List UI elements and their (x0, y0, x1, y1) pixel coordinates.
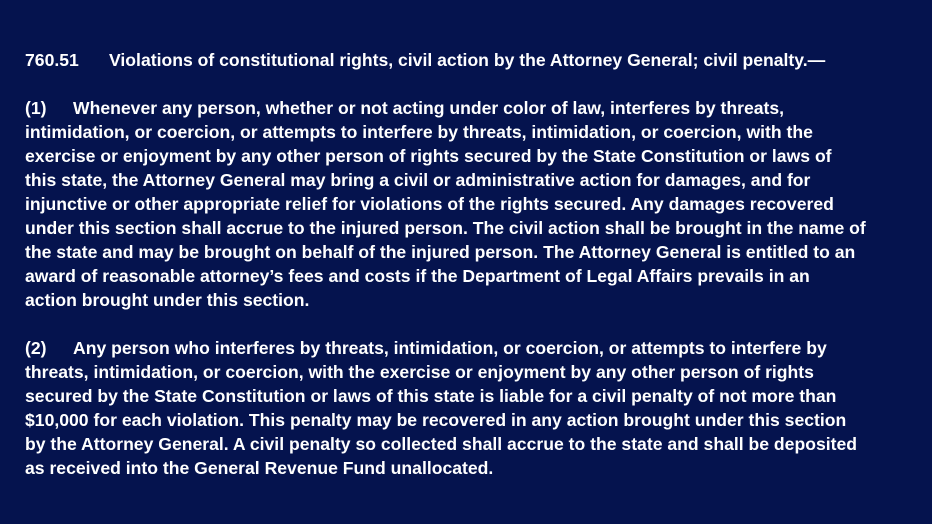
paragraph-spacer (25, 312, 920, 336)
paragraph-line: exercise or enjoyment by any other person of rights secured by the State Constitution or laws of (25, 146, 832, 166)
section-heading: Violations of constitutional rights, civil action by the Attorney General; civil penalty.— (109, 50, 826, 70)
paragraph-line: as received into the General Revenue Fund unallocated. (25, 458, 494, 478)
paragraph-spacer (25, 72, 920, 96)
paragraph-line: the state and may be brought on behalf of the injured person. The Attorney General is entitled to an (25, 242, 856, 262)
paragraph-line: intimidation, or coercion, or attempts to interfere by threats, intimidation, or coercion, with the (25, 122, 813, 142)
paragraph-line: threats, intimidation, or coercion, with the exercise or enjoyment by any other person of rights (25, 362, 814, 382)
paragraph-line: action brought under this section. (25, 290, 310, 310)
paragraph-line: by the Attorney General. A civil penalty so collected shall accrue to the state and shall be deposited (25, 434, 858, 454)
paragraph-line (25, 336, 920, 360)
section-number: 760.51 (25, 50, 79, 70)
paragraph-line: this state, the Attorney General may bring a civil or administrative action for damages, and for (25, 170, 811, 190)
paragraph-line: under this section shall accrue to the injured person. The civil action shall be brought in the name of (25, 218, 866, 238)
paragraph-line: $10,000 for each violation. This penalty may be recovered in any action brought under this section (25, 410, 847, 430)
paragraph-line: injunctive or other appropriate relief for violations of the rights secured. Any damages recovered (25, 194, 834, 214)
paragraph-text: Whenever any person, whether or not acting under color of law, interferes by threats, (73, 98, 785, 118)
statute-document (25, 48, 920, 480)
paragraph-line: award of reasonable attorney’s fees and costs if the Department of Legal Affairs prevails in an (25, 266, 810, 286)
paragraph-text: Any person who interferes by threats, intimidation, or coercion, or attempts to interfere by (73, 338, 827, 358)
paragraph-2 (25, 336, 920, 480)
paragraph-number: (2) (25, 338, 47, 358)
paragraph-number: (1) (25, 98, 47, 118)
paragraph-1 (25, 96, 920, 312)
statute-heading (25, 48, 920, 72)
paragraph-line: secured by the State Constitution or laws of this state is liable for a civil penalty of not more than (25, 386, 837, 406)
paragraph-line (25, 96, 920, 120)
